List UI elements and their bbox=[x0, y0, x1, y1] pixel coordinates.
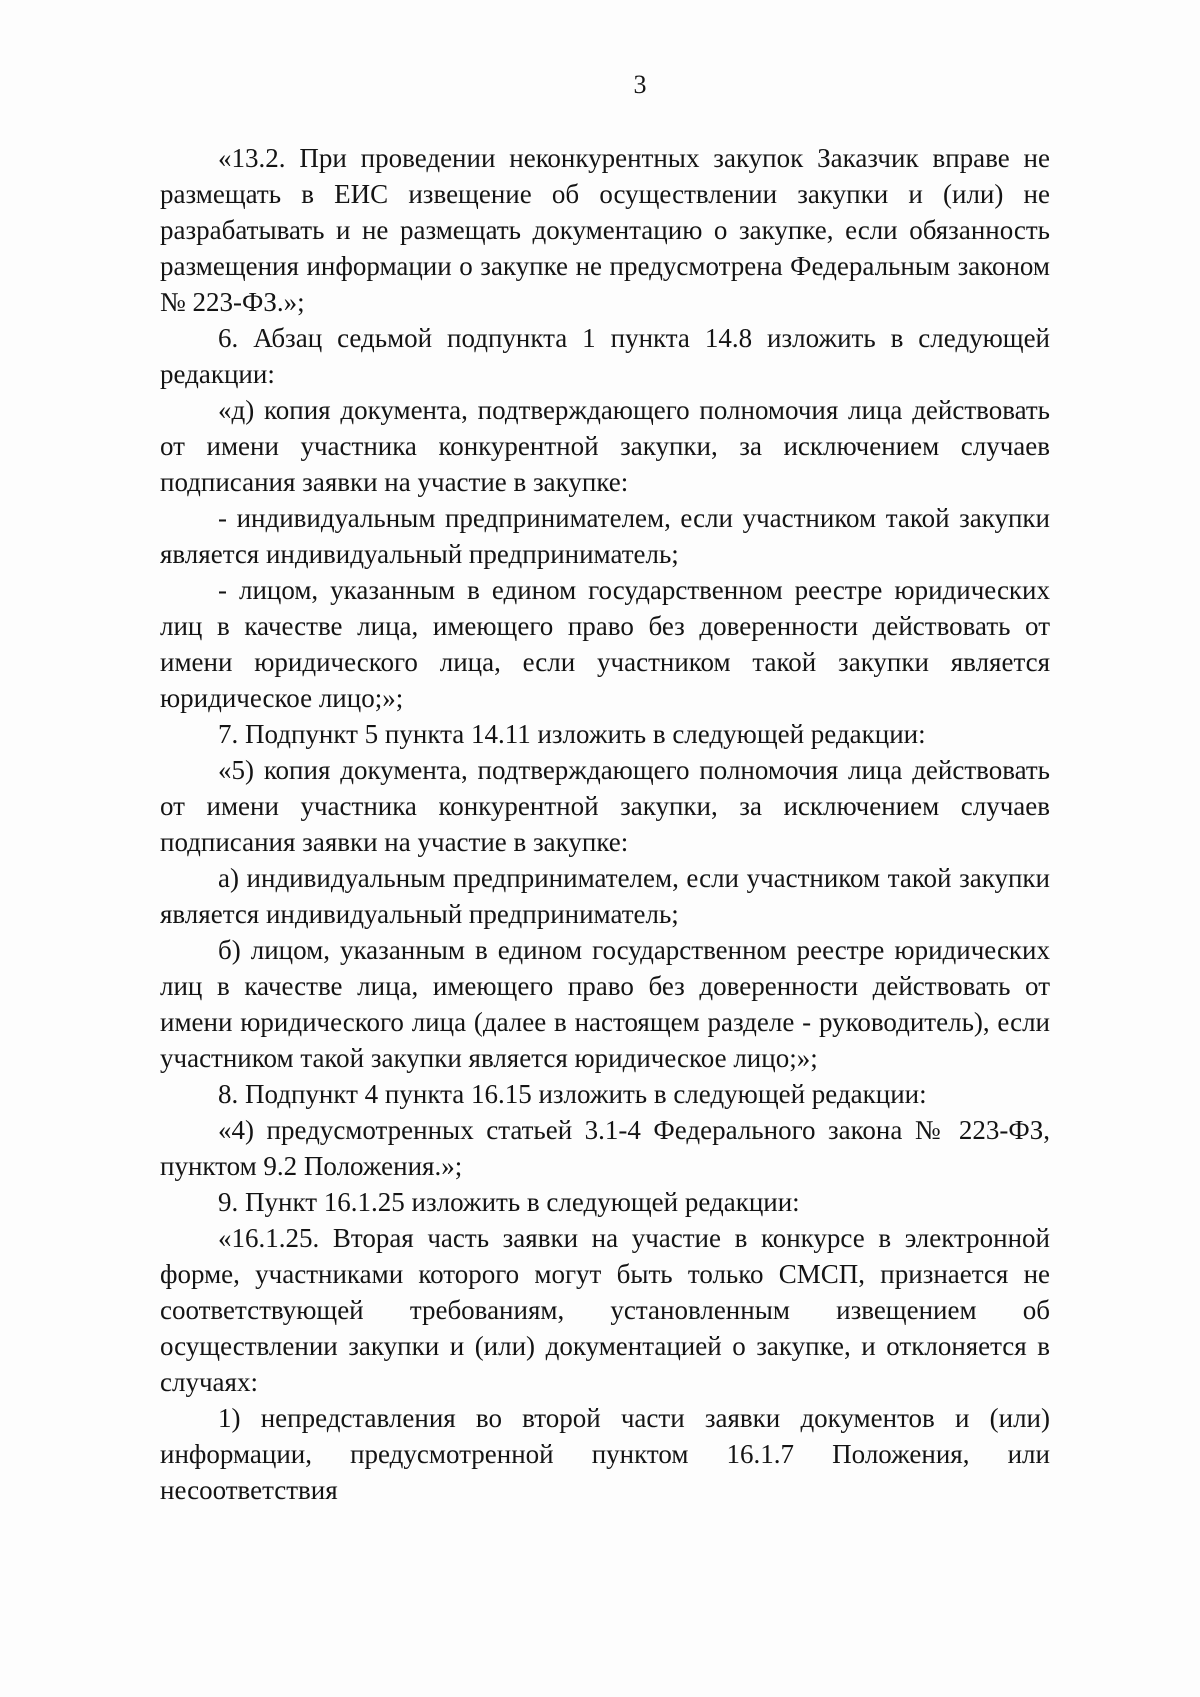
paragraph-item-9: 9. Пункт 16.1.25 изложить в следующей редакции: bbox=[218, 1187, 800, 1217]
paragraph-13-2: «13.2. При проведении неконкурентных закупок Заказчик вправе не размещать в ЕИС извещение об осуществлении закупки и (или) не разрабатывать и не размещать документацию о закупке, если обязанность размещения информации о закупке не предусмотрена Федеральным законом № 223-ФЗ.»; bbox=[160, 143, 1050, 317]
paragraph-item-7-quote: «5) копия документа, подтверждающего полномочия лица действовать от имени участника конкурентной закупки, за исключением случаев подписания заявки на участие в закупке: bbox=[160, 755, 1050, 857]
paragraph-item-8: 8. Подпункт 4 пункта 16.15 изложить в следующей редакции: bbox=[218, 1079, 927, 1109]
paragraph-item-9-subitem-1: 1) непредставления во второй части заявки документов и (или) информации, предусмотренной пунктом 16.1.7 Положения, или несоответствия bbox=[160, 1403, 1050, 1505]
paragraph-item-6-quote: «д) копия документа, подтверждающего полномочия лица действовать от имени участника конкурентной закупки, за исключением случаев подписания заявки на участие в закупке: bbox=[160, 395, 1050, 497]
paragraph-item-7-a: а) индивидуальным предпринимателем, если участником такой закупки является индивидуальный предприниматель; bbox=[160, 863, 1050, 929]
paragraph-item-7: 7. Подпункт 5 пункта 14.11 изложить в следующей редакции: bbox=[218, 719, 926, 749]
paragraph-item-6-dash-2: - лицом, указанным в едином государственном реестре юридических лиц в качестве лица, имеющего право без доверенности действовать от имени юридического лица, если участником такой закупки является юридическое лицо;»; bbox=[160, 575, 1050, 713]
paragraph-item-9-quote: «16.1.25. Вторая часть заявки на участие в конкурсе в электронной форме, участниками которого могут быть только СМСП, признается не соответствующей требованиям, установленным извещением об осуществлении закупки и (или) документацией о закупке, и отклоняется в случаях: bbox=[160, 1223, 1050, 1397]
page-number: 3 bbox=[633, 70, 647, 99]
paragraph-item-7-b: б) лицом, указанным в едином государственном реестре юридических лиц в качестве лица, имеющего право без доверенности действовать от имени юридического лица (далее в настоящем разделе - руководитель), если участником такой закупки является юридическое лицо;»; bbox=[160, 935, 1050, 1073]
paragraph-item-6: 6. Абзац седьмой подпункта 1 пункта 14.8 изложить в следующей редакции: bbox=[160, 323, 1050, 389]
paragraph-item-6-dash-1: - индивидуальным предпринимателем, если участником такой закупки является индивидуальный предприниматель; bbox=[160, 503, 1050, 569]
paragraph-item-8-quote: «4) предусмотренных статьей 3.1-4 Федерального закона № 223-ФЗ, пунктом 9.2 Положения.»; bbox=[160, 1115, 1050, 1181]
document-body bbox=[160, 140, 1050, 1508]
